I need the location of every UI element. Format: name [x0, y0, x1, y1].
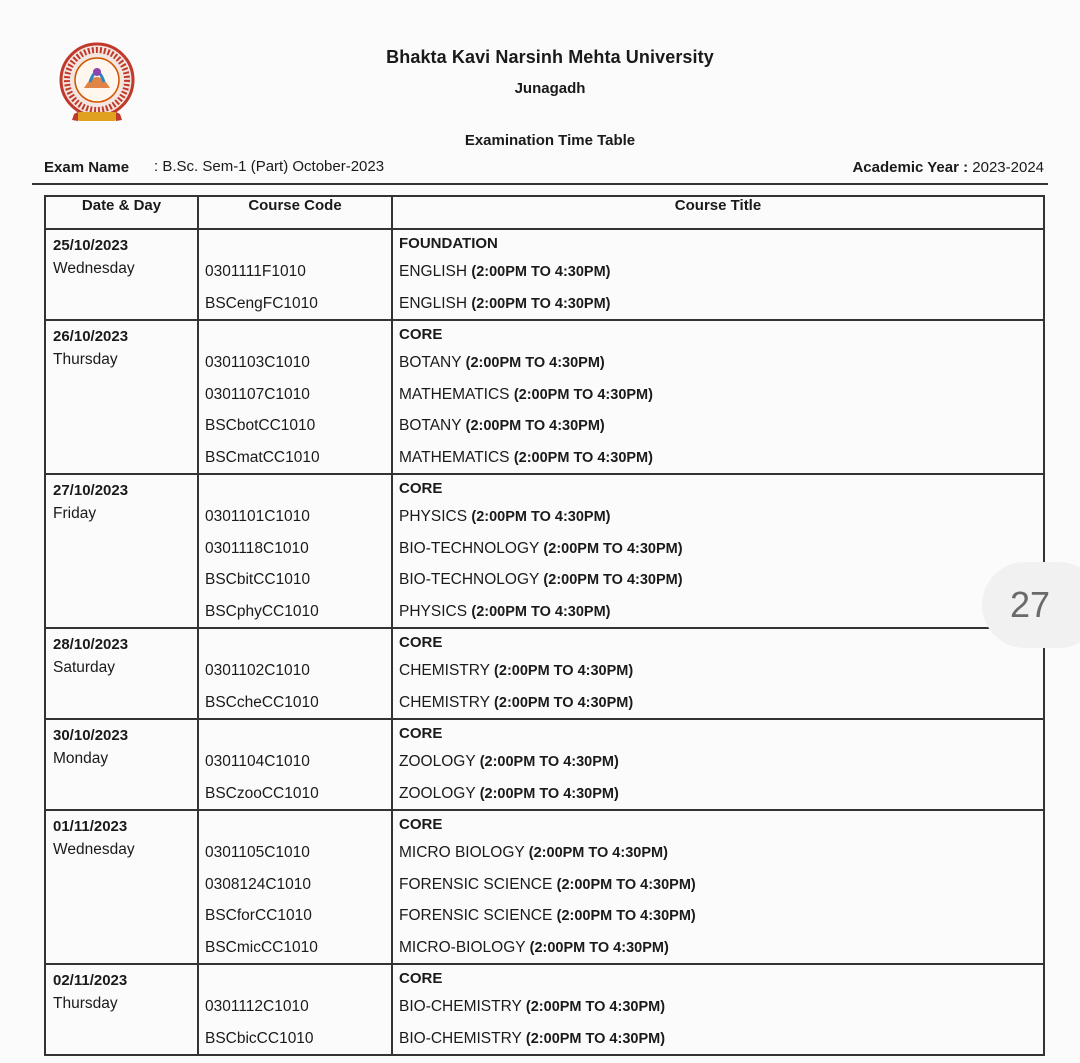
course-title-cell [392, 964, 1044, 1055]
course-title: FORENSIC SCIENCE [399, 875, 553, 893]
code-spacer [199, 720, 391, 746]
course-code-cell [198, 964, 392, 1055]
course-category: CORE [399, 816, 443, 833]
course-title-line [393, 869, 1043, 901]
exam-date: 27/10/2023 [53, 482, 129, 499]
exam-date: 26/10/2023 [53, 328, 129, 345]
document-title: Examination Time Table [464, 132, 636, 149]
exam-time: (2:00PM TO 4:30PM) [528, 845, 668, 861]
course-title-line [393, 1023, 1043, 1055]
page-number-indicator: 27 [982, 562, 1080, 648]
exam-time: (2:00PM TO 4:30PM) [556, 908, 696, 924]
course-title-line [393, 256, 1043, 288]
course-title: BIO-TECHNOLOGY [399, 539, 540, 557]
exam-day: Saturday [53, 659, 116, 676]
timetable-row [45, 719, 1044, 810]
exam-time: (2:00PM TO 4:30PM) [513, 386, 653, 403]
course-title-cell [392, 474, 1044, 628]
course-title: MICRO BIOLOGY [399, 844, 525, 861]
course-title-cell [392, 719, 1044, 810]
course-title-cell [392, 810, 1044, 964]
timetable [44, 195, 1045, 1056]
course-title: BIO-CHEMISTRY [399, 998, 522, 1015]
course-code: BSCengFC1010 [205, 294, 318, 312]
exam-date: 28/10/2023 [53, 636, 129, 653]
timetable-row [45, 810, 1044, 964]
header-divider [32, 183, 1048, 185]
course-title: MATHEMATICS [399, 385, 510, 403]
exam-day: Thursday [53, 351, 118, 368]
course-title-line [393, 655, 1043, 687]
exam-time: (2:00PM TO 4:30PM) [479, 754, 619, 770]
column-header-code: Course Code [198, 196, 392, 229]
course-title-line [393, 596, 1043, 628]
exam-day: Thursday [53, 995, 118, 1012]
column-header-title: Course Title [392, 196, 1044, 229]
course-code: BSCzooCC1010 [205, 784, 319, 802]
exam-time: (2:00PM TO 4:30PM) [471, 603, 611, 620]
course-code: 0301101C1010 [205, 508, 310, 525]
course-code-cell [198, 474, 392, 628]
course-title: ENGLISH [399, 294, 468, 312]
course-title-line [393, 991, 1043, 1023]
date-day-cell [45, 719, 198, 810]
course-code: BSCmatCC1010 [205, 448, 320, 466]
exam-name-value: : B.Sc. Sem-1 (Part) October-2023 [154, 158, 385, 175]
course-title-line [393, 746, 1043, 778]
exam-time: (2:00PM TO 4:30PM) [543, 572, 683, 588]
course-category: CORE [399, 970, 443, 987]
date-day-cell [45, 229, 198, 320]
academic-year-label: Academic Year : [852, 159, 969, 176]
course-category: CORE [399, 326, 443, 343]
course-code: 0301107C1010 [205, 385, 310, 403]
course-title: BIO-CHEMISTRY [399, 1029, 522, 1047]
exam-date: 25/10/2023 [53, 237, 129, 254]
timetable-row [45, 628, 1044, 719]
date-day-cell [45, 628, 198, 719]
course-category: FOUNDATION [399, 235, 498, 252]
course-title: MICRO-BIOLOGY [399, 938, 526, 956]
exam-time: (2:00PM TO 4:30PM) [479, 785, 619, 802]
exam-date: 01/11/2023 [53, 818, 128, 835]
exam-day: Wednesday [53, 841, 135, 858]
course-title-line [393, 379, 1043, 411]
academic-year-value: 2023-2024 [972, 159, 1044, 176]
course-title-line [393, 442, 1043, 474]
course-code: BSCbitCC1010 [205, 571, 311, 588]
code-spacer [199, 321, 391, 347]
course-title-line [393, 564, 1043, 596]
code-spacer [199, 475, 391, 501]
timetable-row [45, 229, 1044, 320]
course-code: 0301104C1010 [205, 753, 310, 770]
course-title-line [393, 347, 1043, 379]
exam-time: (2:00PM TO 4:30PM) [465, 418, 605, 434]
course-code-cell [198, 229, 392, 320]
exam-day: Monday [53, 750, 109, 767]
code-spacer [199, 629, 391, 655]
timetable-row [45, 964, 1044, 1055]
exam-day: Wednesday [53, 260, 135, 277]
academic-year [852, 159, 1044, 176]
exam-time: (2:00PM TO 4:30PM) [471, 295, 611, 312]
course-code: 0301112C1010 [205, 998, 309, 1015]
course-category: CORE [399, 634, 443, 651]
course-category: CORE [399, 725, 443, 742]
exam-date: 30/10/2023 [53, 727, 129, 744]
exam-day: Friday [53, 505, 97, 522]
course-code: 0301118C1010 [205, 539, 309, 557]
course-title: PHYSICS [399, 508, 468, 525]
course-title: ENGLISH [399, 263, 468, 280]
course-code: 0301105C1010 [205, 844, 310, 861]
course-code: BSCbicCC1010 [205, 1029, 314, 1047]
university-name: Bhakta Kavi Narsinh Mehta University [386, 47, 714, 67]
course-category: CORE [399, 480, 443, 497]
course-code: 0301103C1010 [205, 354, 310, 371]
course-title: ZOOLOGY [399, 753, 476, 770]
date-day-cell [45, 320, 198, 474]
course-title-line [393, 501, 1043, 533]
course-title-line [393, 288, 1043, 320]
course-code: BSCmicCC1010 [205, 938, 318, 956]
exam-time: (2:00PM TO 4:30PM) [529, 939, 669, 956]
exam-time: (2:00PM TO 4:30PM) [471, 509, 611, 525]
course-title: ZOOLOGY [399, 784, 476, 802]
course-title-cell [392, 320, 1044, 474]
course-code: BSCphyCC1010 [205, 602, 319, 620]
course-title-cell [392, 628, 1044, 719]
course-title: MATHEMATICS [399, 448, 510, 466]
exam-time: (2:00PM TO 4:30PM) [525, 999, 666, 1015]
university-city: Junagadh [514, 80, 586, 97]
date-day-cell [45, 474, 198, 628]
date-day-cell [45, 964, 198, 1055]
exam-time: (2:00PM TO 4:30PM) [494, 694, 634, 711]
exam-time: (2:00PM TO 4:30PM) [525, 1030, 666, 1047]
timetable-row [45, 320, 1044, 474]
exam-name-label: Exam Name [44, 159, 130, 176]
course-code: 0301111F1010 [205, 263, 306, 280]
exam-time: (2:00PM TO 4:30PM) [556, 876, 696, 893]
course-title: FORENSIC SCIENCE [399, 907, 553, 924]
exam-time: (2:00PM TO 4:30PM) [494, 663, 634, 679]
course-title-cell [392, 229, 1044, 320]
course-title-line [393, 410, 1043, 442]
exam-time: (2:00PM TO 4:30PM) [465, 355, 605, 371]
course-code: 0308124C1010 [205, 875, 312, 893]
date-day-cell [45, 810, 198, 964]
course-code-cell [198, 810, 392, 964]
code-spacer [199, 965, 391, 991]
column-header-date: Date & Day [45, 196, 198, 229]
exam-time: (2:00PM TO 4:30PM) [543, 540, 683, 557]
course-title: PHYSICS [399, 602, 468, 620]
course-title: BOTANY [399, 417, 462, 434]
course-title-line [393, 932, 1043, 964]
course-title-line [393, 837, 1043, 869]
course-code: BSCcheCC1010 [205, 693, 319, 711]
course-code-cell [198, 719, 392, 810]
timetable-header-row [45, 196, 1044, 229]
exam-date: 02/11/2023 [53, 972, 128, 989]
course-code: 0301102C1010 [205, 662, 310, 679]
exam-time: (2:00PM TO 4:30PM) [471, 264, 611, 280]
code-spacer [199, 230, 391, 256]
course-title-line [393, 900, 1043, 932]
course-code: BSCbotCC1010 [205, 417, 316, 434]
course-title: CHEMISTRY [399, 662, 490, 679]
timetable-row [45, 474, 1044, 628]
course-title-line [393, 687, 1043, 719]
course-code-cell [198, 320, 392, 474]
course-title-line [393, 778, 1043, 810]
course-title-line [393, 533, 1043, 565]
course-title: BOTANY [399, 354, 462, 371]
exam-time: (2:00PM TO 4:30PM) [513, 449, 653, 466]
course-title: BIO-TECHNOLOGY [399, 571, 540, 588]
course-code: BSCforCC1010 [205, 907, 312, 924]
course-code-cell [198, 628, 392, 719]
course-title: CHEMISTRY [399, 693, 490, 711]
code-spacer [199, 811, 391, 837]
exam-meta-row [44, 158, 1044, 180]
